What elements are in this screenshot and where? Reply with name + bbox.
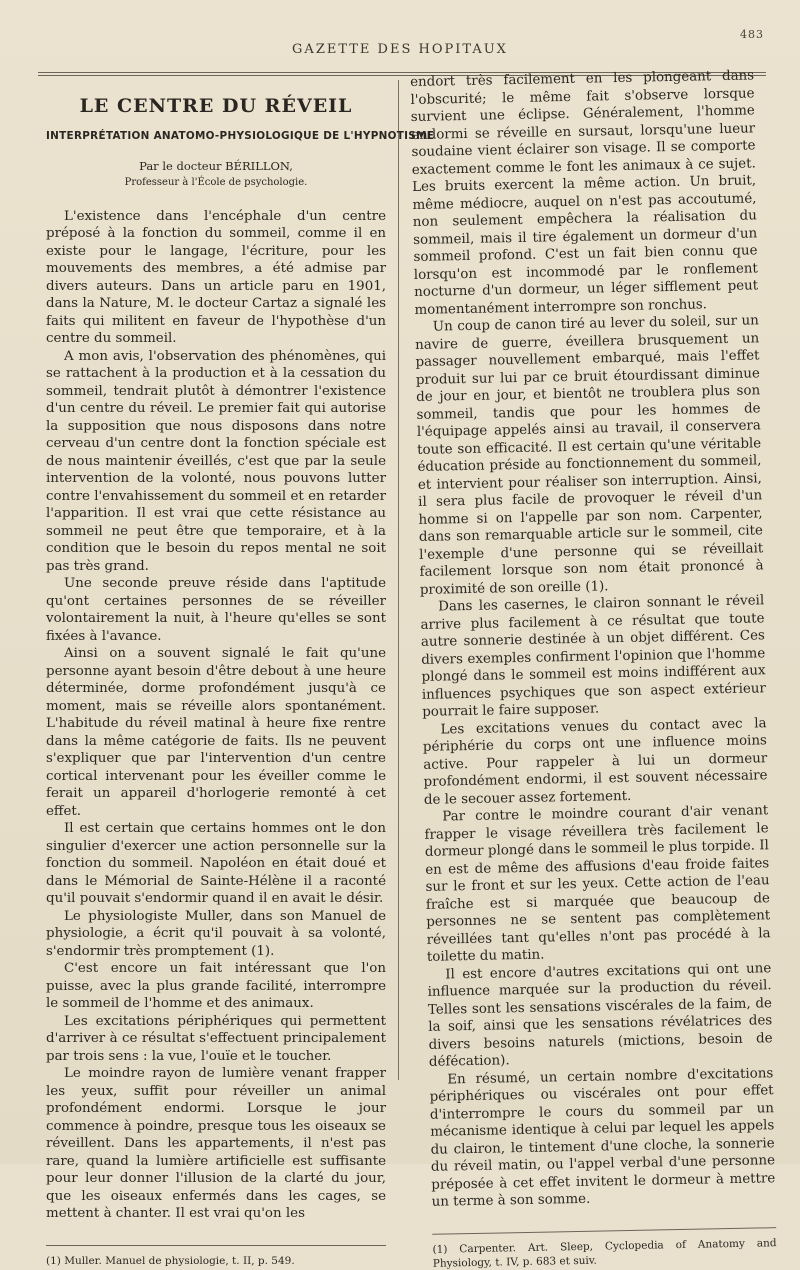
paragraph: Une seconde preuve réside dans l'aptitude qu'ont certaines personnes de se réveiller volontairement la nuit, à l'heure qu'elles se sont fixées à l'avance. (46, 576, 386, 644)
paragraph: A mon avis, l'observation des phénomènes, qui se rattachent à la production et à la cessation du sommeil, tendrait plutôt à démontrer l'existence d'un centre du réveil. Le premier fait qui autorise la supposition que nous disposons dans notre cerveau d'un centre dont la fonction spéciale est de nous maintenir éveillés, c'est que par la seule intervention de la volonté, nous pouvons lutter contre l'envahissement du sommeil et en retarder l'apparition. Il est vrai que cette résistance au sommeil ne peut être que temporaire, et à la condition que le besoin du repos mental ne soit pas très grand. (46, 348, 386, 574)
footnote: (1) Muller. Manuel de physiologie, t. II, p. 549. (46, 1254, 295, 1267)
footnote-rule (432, 1227, 776, 1235)
paragraph: Les excitations périphériques qui permettent d'arriver à ce résultat s'effectuent principalement par trois sens : la vue, l'ouïe et le toucher. (46, 1013, 386, 1064)
article-title: LE CENTRE DU RÉVEIL (79, 95, 353, 117)
article-subtitle: INTERPRÉTATION ANATOMO-PHYSIOLOGIQUE DE L'HYPNOTISME (46, 129, 435, 142)
paragraph: Par contre le moindre courant d'air venant frapper le visage réveillera très facilement le dormeur plongé dans le sommeil le plus torpide. Il en est de même des affusions d'eau froide faites sur le front et sur les yeux. Cette action de l'eau fraîche est si marquée que beaucoup de personnes ne se sentent pas complètement réveillées tant qu'elles n'ont pas procédé à la toilette du matin. (424, 803, 771, 965)
paragraph: Le moindre rayon de lumière venant frapper les yeux, suffit pour réveiller un animal profondément endormi. Lorsque le jour commence à poindre, presque tous les oiseaux se réveillent. Dans les appartements, il n'est pas rare, quand la lumière artificielle est suffisante pour leur donner l'illusion de la clarté du jour, que les oiseaux enfermés dans les cages, se mettent à chanter. Il est vrai qu'on les (46, 1066, 386, 1221)
byline: Par le docteur BÉRILLON, (139, 159, 293, 173)
paragraph: endort très facilement en les plongeant dans l'obscurité; le même fait s'observe lorsque survient une éclipse. Généralement, l'homme endormi se réveille en sursaut, lorsqu'une lueur soudaine vient éclairer son visage. Il se comporte exactement comme le font les animaux à ce sujet. Les bruits exercent la même action. Un bruit, même médiocre, auquel on n'est pas accoutumé, non seulement empêchera la réalisation du sommeil, mais il tire également un dormeur d'un sommeil profond. C'est un fait bien connu que lorsqu'on est incommodé par le ronflement nocturne d'un dormeur, un léger sifflement peut momentanément interrompre son ronchus. (410, 68, 759, 318)
paragraph: L'existence dans l'encéphale d'un centre préposé à la fonction du sommeil, comme il en existe pour le langage, l'écriture, pour les mouvements des membres, a été admise par divers auteurs. Dans un article paru en 1901, dans la Nature, M. le docteur Cartaz a signalé les faits qui militent en faveur de l'hypothèse d'un centre du sommeil. (46, 208, 386, 346)
left-column (46, 92, 435, 1268)
paragraph: Il est encore d'autres excitations qui ont une influence marquée sur la production du réveil. Telles sont les sensations viscérales de la faim, de la soif, ainsi que les sensations révélatrices des divers besoins naturels (mictions, besoin de défécation). (427, 960, 773, 1070)
author-affiliation: Professeur à l'École de psychologie. (124, 177, 308, 188)
running-head: GAZETTE DES HOPITAUX (292, 42, 508, 57)
paragraph: Ainsi on a souvent signalé le fait qu'une personne ayant besoin d'être debout à une heure déterminée, dorme profondément jusqu'à ce moment, mais se réveille alors spontanément. L'habitude du réveil matinal à heure fixe rentre dans la même catégorie de faits. Ils ne peuvent s'expliquer que par l'intervention d'un centre cortical intervenant pour les éveiller comme le ferait un appareil d'horlogerie remonté à cet effet. (46, 646, 386, 819)
right-column (410, 67, 777, 1270)
paragraph: En résumé, un certain nombre d'excitations périphériques ou viscérales ont pour effet d'interrompre le cours du sommeil par un mécanisme identique à celui par lequel les appels du clairon, le tintement d'une cloche, la sonnerie du réveil matin, ou l'appel verbal d'une personne préposée à cet effet invitent le dormeur à mettre un terme à son somme. (429, 1065, 776, 1210)
page-number: 483 (740, 28, 764, 41)
paragraph: Il est certain que certains hommes ont le don singulier d'exercer une action personnelle sur la fonction du sommeil. Napoléon en était doué et dans le Mémorial de Sainte-Hélène il a raconté qu'il pouvait s'endormir quand il en avait le désir. (46, 821, 386, 906)
footnote-rule (46, 1245, 386, 1246)
footnote: (1) Carpenter. Art. Sleep, Cyclopedia of Anatomy and Physiology, t. IV, p. 683 et suiv. (432, 1236, 777, 1270)
column-divider (398, 80, 399, 1080)
paragraph: Le physiologiste Muller, dans son Manuel de physiologie, a écrit qu'il pouvait à sa volonté, s'endormir très promptement (1). (46, 908, 386, 959)
paragraph: C'est encore un fait intéressant que l'on puisse, avec la plus grande facilité, interrompre le sommeil de l'homme et des animaux. (46, 961, 386, 1011)
paragraph: Les excitations venues du contact avec la périphérie du corps ont une influence moins active. Pour rappeler à lui un dormeur profondément endormi, il est souvent nécessaire de le secouer assez fortement. (422, 715, 768, 808)
paragraph: Un coup de canon tiré au lever du soleil, sur un navire de guerre, éveillera brusquement un passager nouvellement embarqué, mais l'effet produit sur lui par ce bruit étourdissant diminue de jour en jour, et bientôt ne troublera plus son sommeil, tandis que pour les hommes de l'équipage appelés ainsi au travail, il conservera toute son efficacité. Il est certain qu'une véritable éducation préside au fonctionnement du sommeil, et intervient pour réaliser son interruption. Ainsi, il sera plus facile de provoquer le réveil d'un homme si on l'appelle par son nom. Carpenter, dans son remarquable article sur le sommeil, cite l'exemple d'une personne qui se réveillait facilement lorsque son nom était prononcé à proximité de son oreille (1). (415, 313, 764, 598)
paragraph: Dans les casernes, le clairon sonnant le réveil arrive plus facilement à ce résultat que toute autre sonnerie destinée à un objet différent. Ces divers exemples confirment l'opinion que l'homme plongé dans le sommeil est moins indifférent aux influences psychiques que son aspect extérieur pourrait le faire supposer. (420, 593, 767, 720)
